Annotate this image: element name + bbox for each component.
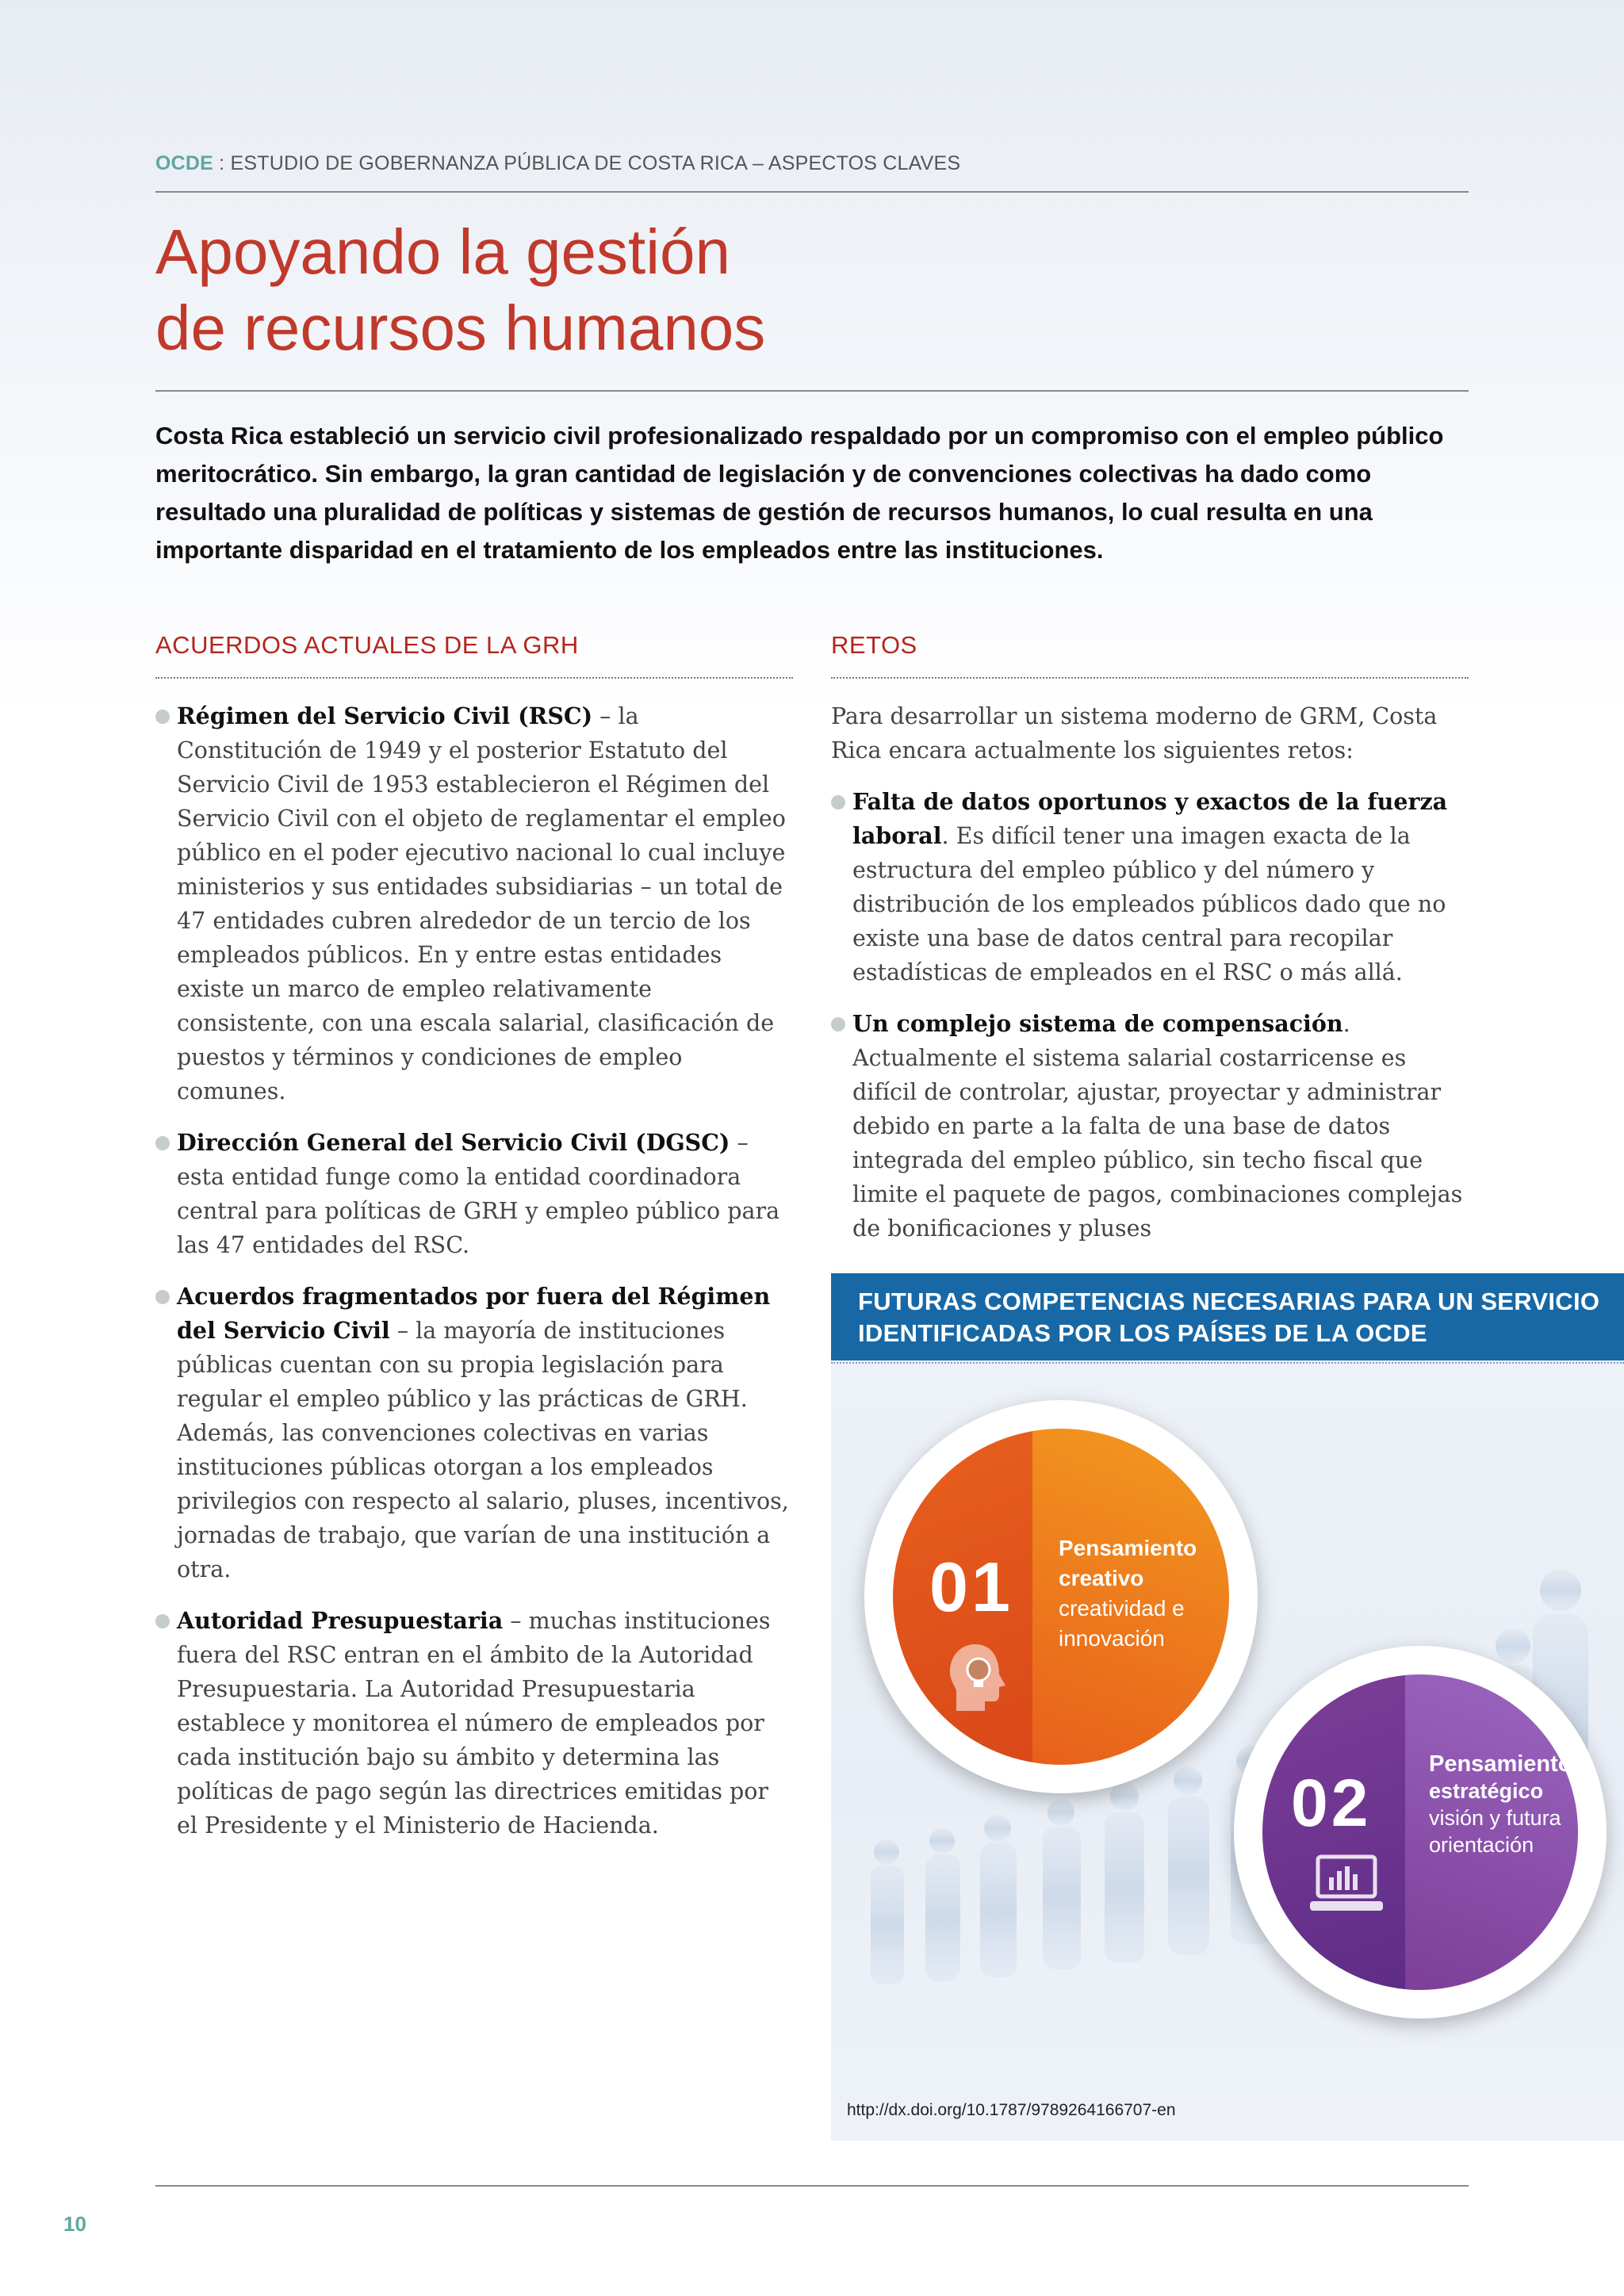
circle-2-text [1429,1751,1572,1858]
item-term: Falta de datos oportunos y exactos de la fuerza laboral [852,788,1448,849]
item-text: – la Constitución de 1949 y el posterior Estatuto del Servicio Civil de 1953 establecieron el Régimen del Servicio Civil con el objeto de reglamentar el empleo público en el poder ejecutivo nacional lo cual incluye ministerios y sus entidades subsidiarias – un total de 47 entidades cubren alrededor de un tercio de los empleados públicos. En y entre estas entidades existe un marco de empleo relativamente consistente, con una escala salarial, clasificación de puestos y términos y condiciones de empleo comunes. [177,703,786,1104]
list-item [155,699,790,1108]
right-heading-dotted-rule [831,677,1469,679]
item-text: – muchas instituciones fuera del RSC entran en el ámbito de la Autoridad Presupuestaria. La Autoridad Presupuestaria establece y monitorea el número de empleados por cada institución bajo su ámbito y determina las políticas de pago según las directrices emitidas por el Presidente y el Ministerio de Hacienda. [177,1608,771,1839]
item-term: Un complejo sistema de compensación [852,1010,1343,1037]
item-text: – esta entidad funge como la entidad coordinadora central para políticas de GRH y empleo público para las 47 entidades del RSC. [177,1130,780,1258]
lead-paragraph: Costa Rica estableció un servicio civil profesionalizado respaldado por un compromiso con el empleo público meritocrático. Sin embargo, la gran cantidad de legislación y de convenciones colectivas ha dado como resultado una pluralidad de políticas y sistemas de gestión de recursos humanos, lo cual resulta en una importante disparidad en el tratamiento de los empleados entre las instituciones. [155,422,1444,564]
circle-1-title-2: creativo [1059,1566,1144,1590]
item-term: Dirección General del Servicio Civil (DGSC) [177,1129,730,1156]
circle-2-number: 02 [1291,1766,1372,1840]
competency-circle-2 [1234,1646,1607,2019]
item-text: . Es difícil tener una imagen exacta de la estructura del empleo público y del número y distribución de los empleados públicos dado que no existe una base de datos central para recopilar estadísticas de empleados en el RSC o más allá. [852,823,1446,985]
panel-title [858,1286,1599,1349]
doi-link[interactable]: http://dx.doi.org/10.1787/9789264166707-en [847,2101,1176,2119]
header-org: OCDE [155,152,214,174]
circle-2-sub-1: visión y futura [1429,1806,1561,1830]
list-item [155,1280,790,1586]
circle-1-text [1059,1533,1197,1654]
item-text: – la mayoría de instituciones públicas cuentan con su propia legislación para regular el empleo público y las prácticas de GRH. Además, las convenciones colectivas en varias instituciones públicas otorgan a los empleados privilegios con respecto al salario, pluses, incentivos, jornadas de trabajo, que varían de una institución a otra. [177,1318,789,1582]
item-text: . Actualmente el sistema salarial costarricense es difícil de controlar, ajustar, proyectar y administrar debido en parte a la falta de una base de datos integrada del empleo público, sin techo fiscal que limite el paquete de pagos, combinaciones complejas de bonificaciones y pluses [852,1011,1463,1242]
circle-2-title-2: estratégico [1429,1779,1544,1803]
circle-1-title-1: Pensamiento [1059,1536,1197,1560]
panel-title-line-2: IDENTIFICADAS POR LOS PAÍSES DE LA OCDE [858,1319,1427,1347]
circle-2-title-1: Pensamiento [1429,1751,1572,1777]
circle-1-sub-2: innovación [1059,1626,1165,1651]
page-number: 10 [63,2212,86,2236]
left-column-heading: ACUERDOS ACTUALES DE LA GRH [155,631,579,659]
title-line-1: Apoyando la gestión [155,216,730,287]
left-column [155,699,790,1860]
list-item [155,1126,790,1262]
circle-1-sub-1: creatividad e [1059,1596,1185,1621]
footer-rule [155,2185,1469,2187]
right-column [831,699,1469,1263]
left-heading-dotted-rule [155,677,793,679]
panel-dotted-rule [831,1362,1624,1364]
title-line-2: de recursos humanos [155,293,766,363]
running-header [155,152,960,175]
header-separator: : [213,152,231,174]
list-item [155,1604,790,1843]
circle-2-sub-2: orientación [1429,1833,1534,1857]
header-text: ESTUDIO DE GOBERNANZA PÚBLICA DE COSTA RICA – ASPECTOS CLAVES [230,152,961,174]
lightbulb-head-icon [945,1638,1017,1717]
item-term: Autoridad Presupuestaria [177,1607,504,1634]
panel-title-line-1: FUTURAS COMPETENCIAS NECESARIAS PARA UN SERVICIO [858,1288,1600,1315]
header-rule [155,191,1469,193]
list-item [831,1007,1469,1246]
page-title [155,214,765,366]
right-column-heading: RETOS [831,631,917,659]
list-item [831,785,1469,989]
competencies-panel [831,1273,1624,2141]
laptop-chart-icon [1310,1854,1383,1917]
item-term: Régimen del Servicio Civil (RSC) [177,702,593,729]
competency-circle-1 [864,1400,1258,1793]
item-term: Acuerdos fragmentados por fuera del Régimen del Servicio Civil [177,1283,771,1344]
retos-intro: Para desarrollar un sistema moderno de GRM, Costa Rica encara actualmente los siguientes retos: [831,703,1438,763]
title-rule [155,390,1469,392]
circle-1-number: 01 [929,1548,1013,1626]
